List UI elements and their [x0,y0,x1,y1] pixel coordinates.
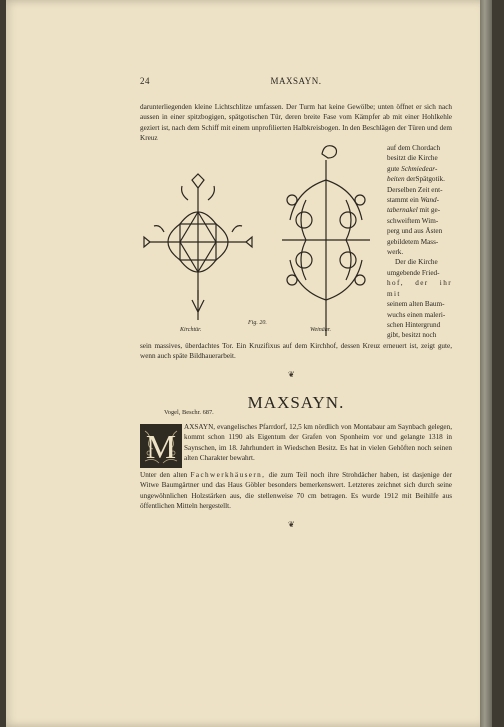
running-head: MAXSAYN. [270,76,322,86]
section-reference: Vogel, Beschr. 687. [164,409,214,416]
section-title: MAXSAYN. [247,393,345,412]
side-line: schweiftem Wim- [387,216,439,225]
side-line: umgebende Fried- [387,268,440,277]
decorated-initial [140,424,182,468]
side-line: Derselben Zeit ent- [387,185,443,194]
side-line: seinem alten Baum- [387,300,445,309]
page-header [140,76,452,90]
paragraph-text: sein massives, überdachtes Tor. Ein Kruzifixus auf dem Kirchhof, dessen Kreuz erneuert ist, zeigt gute, wenn auch späte Bildhauerarbeit. [140,342,452,361]
side-line: auf dem Chordach [387,144,441,152]
ironwork-illustration [136,140,382,338]
initial-ornament [141,425,181,467]
side-line: perg und aus Ästen [387,227,443,236]
paragraph-maxsayn-intro [184,422,452,464]
side-column-text [387,143,452,341]
side-line: wuchs einen maleri- [387,310,446,319]
church-door-cross-drawing [144,174,252,320]
paragraph-maxsayn-houses: Unter den alten Fachwerkhäusern, die zum Teil noch ihre Strohdächer haben, ist dasjenige der Witwe Baumgärtner und das Haus Göbler besonders bemerkenswert. Letzteres zeichnet sich durch seine ungewöhnlichen Holzstärken aus, die stellenweise 70 cm betragen. Es wurde 1912 mit Beihilfe aus öffentlichen Mitteln hergestellt. [140,471,452,511]
initial-letter: M [145,429,177,466]
ornament-fleuron: ❦ [288,370,295,379]
page-number: 24 [140,76,150,86]
side-line: stammt ein Wand- [387,196,440,205]
paragraph-cemetery [140,341,452,362]
side-line: besitzt die Kirche [387,154,438,163]
side-line: hof, der ihr mit [387,279,452,298]
caption-right: Weinähr. [310,327,331,333]
spaced-term: Fachwerkhäusern, [190,471,266,479]
paragraph-text: darunterliegenden kleine Lichtschlitze umfassen. Der Turm hat keine Gewölbe; unten öffnet er sich nach aussen in einer spitzbogigen, spätgotischen Tür, deren breite Fase vom Kämpfer ab mit einer Hohlkehle geziert ist, nach dem Schiff mit einem unprofilierten Halbkreisbogen. In den Beschlägen der Türen und dem Kreuz [140,103,452,143]
side-line: tabernakel mit ge- [387,206,441,215]
book-binding-edge [480,0,492,727]
weinaehr-cross-drawing [282,146,370,336]
ornament-fleuron-end: ❦ [288,520,295,529]
paragraph-text: AXSAYN, evangelisches Pfarrdorf, 12,5 km nördlich von Montabaur am Saynbach gelegen, kommt schon 1190 als Eigentum der Grafen von Sponheim vor und gelangte 1318 in Saynschen, im 18. Jahrhundert in Wiedschen Besitz. Es hat in vielen Gehöften noch seinen alten Charakter bewahrt. [184,423,452,463]
book-page [6,0,492,727]
caption-left: Kirchtür. [180,327,202,333]
paragraph-tower [140,102,452,144]
side-line: werk. [387,248,404,257]
figure-ironwork [136,140,382,338]
side-line: gebildetem Mass- [387,237,439,246]
side-line: beiten derSpätgotik. [387,175,445,184]
side-line: gibt, besitzt noch [387,331,437,340]
side-line: schen Hintergrund [387,320,441,329]
side-line: Der die Kirche [395,258,438,267]
side-line: gute Schmiedear- [387,164,438,173]
caption-figure-number: Fig. 20. [248,320,267,326]
